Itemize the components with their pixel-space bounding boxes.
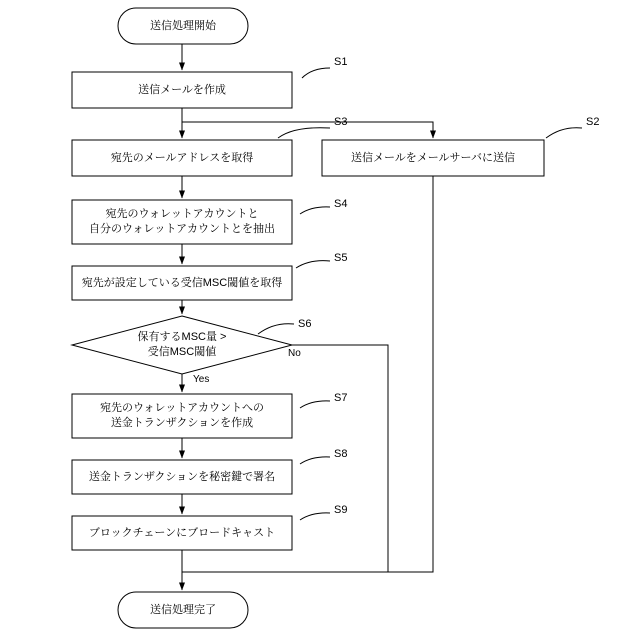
node-s8-label: 送金トランザクションを秘密鍵で署名 bbox=[88, 470, 276, 483]
leader-s4 bbox=[300, 207, 330, 214]
leader-s1 bbox=[302, 68, 330, 78]
node-s4 bbox=[72, 200, 292, 244]
leader-s8 bbox=[300, 457, 330, 464]
connector-s1-s2 bbox=[182, 122, 433, 138]
step-label-s9: S9 bbox=[334, 504, 348, 516]
node-end bbox=[118, 592, 248, 628]
step-label-s6: S6 bbox=[298, 318, 312, 330]
leader-s3 bbox=[278, 128, 330, 138]
branch-label-no: No bbox=[288, 348, 301, 359]
branch-label-yes: Yes bbox=[193, 374, 210, 385]
leader-s7 bbox=[300, 401, 330, 408]
node-s7 bbox=[72, 394, 292, 438]
node-s8 bbox=[72, 460, 292, 494]
node-s3 bbox=[72, 140, 292, 176]
node-start-label: 送信処理開始 bbox=[150, 19, 216, 32]
node-s1 bbox=[72, 72, 292, 108]
step-label-s2: S2 bbox=[586, 116, 600, 128]
node-s5-label: 宛先が設定している受信MSC閾値を取得 bbox=[81, 276, 283, 289]
step-label-s5: S5 bbox=[334, 252, 348, 264]
leader-s6 bbox=[258, 324, 294, 334]
step-label-s1: S1 bbox=[334, 56, 348, 68]
node-s9-label: ブロックチェーンにブロードキャスト bbox=[88, 526, 276, 539]
step-label-s8: S8 bbox=[334, 448, 348, 460]
node-end-label: 送信処理完了 bbox=[150, 603, 216, 616]
node-s1-label: 送信メールを作成 bbox=[138, 83, 226, 96]
node-start bbox=[118, 8, 248, 44]
leader-s2 bbox=[546, 128, 582, 138]
step-label-s3: S3 bbox=[334, 116, 348, 128]
node-s6 bbox=[72, 316, 292, 374]
node-s2 bbox=[322, 140, 544, 176]
step-label-s4: S4 bbox=[334, 198, 348, 210]
node-s7-label: 宛先のウォレットアカウントへの 送金トランザクションを作成 bbox=[99, 402, 264, 429]
node-s4-label: 宛先のウォレットアカウントと 自分のウォレットアカウントとを抽出 bbox=[88, 208, 275, 235]
step-label-s7: S7 bbox=[334, 392, 348, 404]
node-s5 bbox=[72, 266, 292, 300]
node-s3-label: 宛先のメールアドレスを取得 bbox=[110, 151, 254, 164]
leader-s9 bbox=[300, 513, 330, 520]
leader-s5 bbox=[296, 261, 330, 268]
node-s6-label: 保有するMSC量 > 受信MSC閾値 bbox=[137, 331, 227, 358]
node-s9 bbox=[72, 516, 292, 550]
node-s2-label: 送信メールをメールサーバに送信 bbox=[350, 151, 515, 164]
